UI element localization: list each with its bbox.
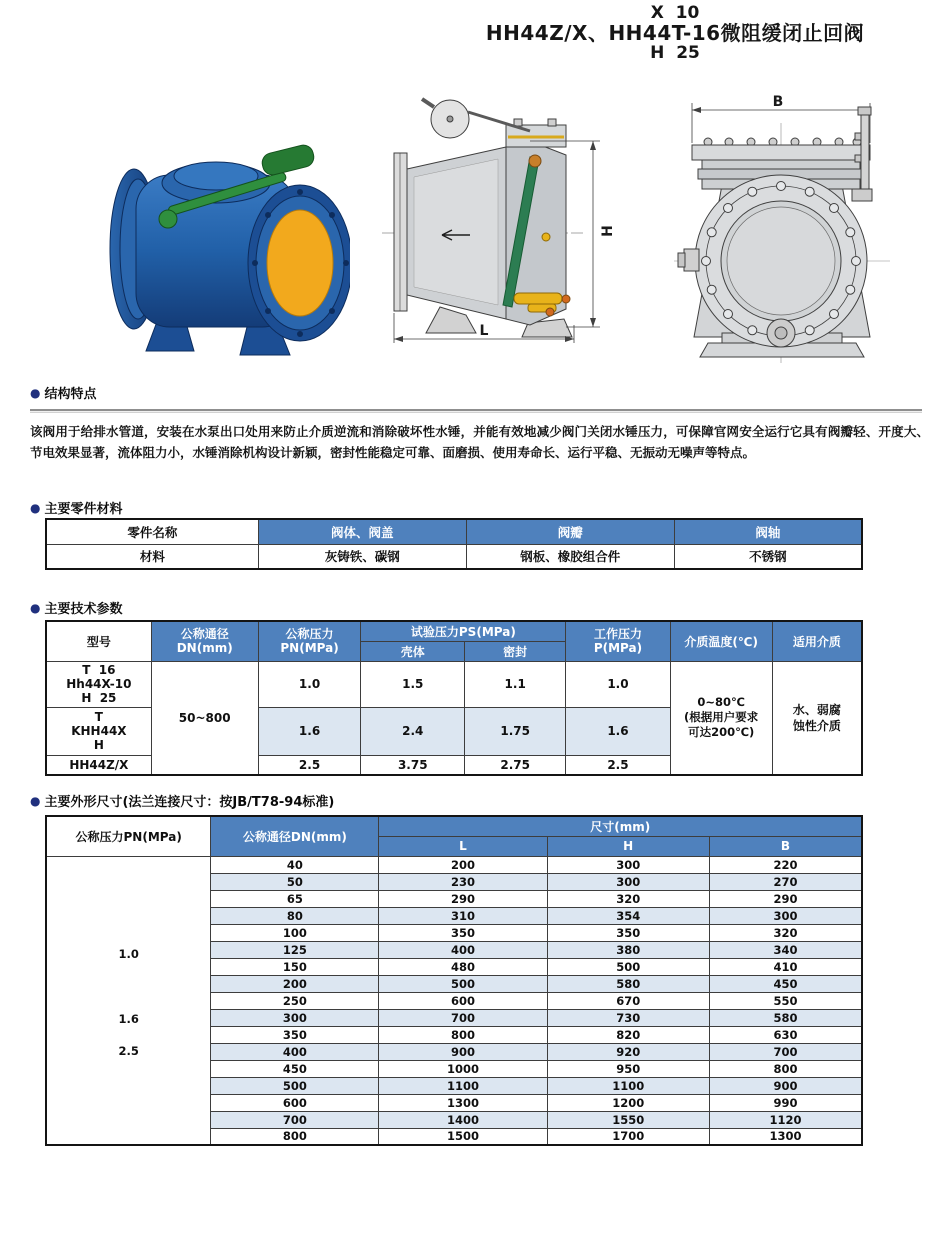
model-line: T: [94, 710, 103, 724]
dims-cell: 354: [547, 907, 709, 924]
dims-cell: 250: [211, 992, 379, 1009]
dims-cell: 270: [709, 873, 862, 890]
section-rule: [30, 409, 922, 413]
tech-dn-range: 50~800: [151, 661, 258, 775]
dims-cell: 800: [211, 1128, 379, 1145]
dims-cell: 100: [211, 924, 379, 941]
dims-header-size: 尺寸(mm): [379, 816, 862, 836]
dims-cell: 1000: [379, 1060, 547, 1077]
tech-seal-1: 1.1: [465, 661, 566, 707]
dims-cell: 730: [547, 1009, 709, 1026]
dims-cell: 500: [211, 1077, 379, 1094]
dims-cell: 1120: [709, 1111, 862, 1128]
tech-header-temp: 介质温度(℃): [670, 621, 772, 661]
materials-cell-label: 材料: [46, 544, 258, 569]
dims-cell: 300: [547, 873, 709, 890]
dims-cell: 65: [211, 890, 379, 907]
dims-cell: 200: [211, 975, 379, 992]
tech-params-table: [45, 620, 863, 776]
dims-pn-label: 2.5: [118, 1043, 139, 1058]
dims-header-dn: 公称通径DN(mm): [211, 816, 379, 856]
tech-pn-2: 1.6: [258, 707, 361, 755]
materials-heading-label: 主要零件材料: [44, 502, 123, 517]
dim-label-h: H: [600, 225, 616, 237]
tech-header-shell: 壳体: [361, 641, 465, 661]
dims-cell: 220: [709, 856, 862, 873]
tech-header-seal: 密封: [465, 641, 566, 661]
dim-label-b: B: [772, 94, 784, 110]
dims-cell: 600: [379, 992, 547, 1009]
materials-cell-disc: 钢板、橡胶组合件: [466, 544, 674, 569]
dims-cell: 350: [547, 924, 709, 941]
dims-cell: 50: [211, 873, 379, 890]
dims-cell: 1100: [379, 1077, 547, 1094]
tech-header-test: 试验压力PS(MPa): [361, 621, 566, 641]
features-paragraph: 该阀用于给排水管道，安装在水泵出口处用来防止介质逆流和消除破坏性水锤，并能有效地减少阀门关闭水锤压力，可保障官网安全运行它具有阀瓣轻、开度大、节电效果显著，流体阻力小，水锤消除机构设计新颖，密封性能稳定可靠、面磨损、使用寿命长、运行平稳、无振动无噪声等特点。: [30, 424, 929, 460]
dims-cell: 350: [211, 1026, 379, 1043]
dims-cell: 1100: [547, 1077, 709, 1094]
dims-cell: 450: [211, 1060, 379, 1077]
dims-cell: 700: [379, 1009, 547, 1026]
tech-header-pn-line2: PN(MPa): [280, 641, 339, 656]
dims-cell: 230: [379, 873, 547, 890]
materials-cell-shaft: 不锈钢: [674, 544, 862, 569]
bullet-icon: ●: [30, 793, 41, 808]
title-main: HH44Z/X、HH44T-16微阻缓闭止回阀: [485, 21, 865, 45]
dims-cell: 80: [211, 907, 379, 924]
dims-cell: 950: [547, 1060, 709, 1077]
dims-pn-label: 1.6: [118, 1011, 139, 1026]
tech-heading-label: 主要技术参数: [44, 602, 123, 617]
dims-cell: 400: [379, 941, 547, 958]
dims-cell: 1400: [379, 1111, 547, 1128]
dims-cell: 450: [709, 975, 862, 992]
materials-header-part: 零件名称: [46, 519, 258, 544]
dims-cell: 800: [709, 1060, 862, 1077]
title-variant-bottom: H 25: [650, 43, 700, 63]
dims-cell: 1200: [547, 1094, 709, 1111]
valve-photo: [58, 97, 350, 359]
materials-heading: [30, 498, 123, 517]
tech-temp: [670, 661, 772, 775]
tech-header-media: 适用介质: [772, 621, 862, 661]
dims-cell: 350: [379, 924, 547, 941]
dims-cell: 40: [211, 856, 379, 873]
temp-line: 可达200℃): [688, 725, 755, 740]
tech-model-1: [46, 661, 151, 707]
dims-cell: 380: [547, 941, 709, 958]
dims-cell: 290: [379, 890, 547, 907]
tech-model-2: [46, 707, 151, 755]
dims-cell: 700: [211, 1111, 379, 1128]
dims-cell: 400: [211, 1043, 379, 1060]
dims-cell: 1500: [379, 1128, 547, 1145]
tech-header-work-line2: P(MPa): [593, 641, 643, 656]
materials-table: [45, 518, 863, 570]
media-line: 水、弱腐: [792, 702, 841, 717]
dims-cell: 320: [709, 924, 862, 941]
dims-cell: 670: [547, 992, 709, 1009]
tech-p-2: 1.6: [566, 707, 670, 755]
model-line: H: [93, 738, 104, 752]
tech-header-pn-line1: 公称压力: [285, 627, 334, 642]
dims-cell: 300: [547, 856, 709, 873]
bullet-icon: ●: [30, 600, 41, 615]
tech-header-work-line1: 工作压力: [593, 627, 642, 642]
dims-cell: 800: [379, 1026, 547, 1043]
dim-label-l: L: [479, 323, 489, 339]
materials-header-body-cover: 阀体、阀盖: [258, 519, 466, 544]
tech-pn-3: 2.5: [258, 755, 361, 775]
tech-seal-2: 1.75: [465, 707, 566, 755]
tech-heading: [30, 598, 123, 617]
media-line: 蚀性介质: [792, 718, 841, 733]
materials-header-disc: 阀瓣: [466, 519, 674, 544]
tech-media: [772, 661, 862, 775]
dims-cell: 820: [547, 1026, 709, 1043]
dims-heading: [30, 791, 334, 810]
tech-row-1: [46, 661, 862, 707]
front-view-drawing: [664, 93, 902, 365]
tech-shell-2: 2.4: [361, 707, 465, 755]
dims-cell: 900: [709, 1077, 862, 1094]
bullet-icon: ●: [30, 385, 41, 400]
tech-header-dn: [151, 621, 258, 661]
dims-cell: 580: [709, 1009, 862, 1026]
tech-p-3: 2.5: [566, 755, 670, 775]
dims-pn-label: 1.0: [118, 947, 139, 962]
dims-cell: 300: [709, 907, 862, 924]
dims-pn-labels: [47, 857, 210, 1145]
dims-cell: 1700: [547, 1128, 709, 1145]
materials-cell-body: 灰铸铁、碳钢: [258, 544, 466, 569]
dims-cell: 320: [547, 890, 709, 907]
temp-line: (根据用户要求: [684, 710, 759, 725]
model-line: H 25: [81, 691, 117, 705]
materials-row: [46, 544, 862, 569]
dims-header-b: B: [709, 836, 862, 856]
tech-seal-3: 2.75: [465, 755, 566, 775]
tech-shell-3: 3.75: [361, 755, 465, 775]
dims-pn-merged-cell: [46, 856, 211, 1145]
dims-cell: 1300: [709, 1128, 862, 1145]
materials-header-shaft: 阀轴: [674, 519, 862, 544]
tech-pn-1: 1.0: [258, 661, 361, 707]
dims-row: [46, 856, 862, 873]
tech-header-work: [566, 621, 670, 661]
dims-cell: 125: [211, 941, 379, 958]
dimensions-table: [45, 815, 863, 1146]
features-heading: [30, 383, 97, 402]
dims-cell: 580: [547, 975, 709, 992]
temp-line: 0~80℃: [697, 695, 745, 710]
dims-cell: 990: [709, 1094, 862, 1111]
dims-cell: 500: [547, 958, 709, 975]
model-line: KHH44X: [71, 724, 127, 738]
model-line: Hh44X-10: [66, 677, 132, 691]
side-section-drawing: [378, 97, 616, 345]
tech-shell-1: 1.5: [361, 661, 465, 707]
dims-cell: 900: [379, 1043, 547, 1060]
dims-cell: 290: [709, 890, 862, 907]
dims-header-l: L: [379, 836, 547, 856]
dims-header-pn: 公称压力PN(MPa): [46, 816, 211, 856]
tech-header-pn: [258, 621, 361, 661]
tech-p-1: 1.0: [566, 661, 670, 707]
figures-row: [0, 95, 951, 380]
dims-cell: 200: [379, 856, 547, 873]
tech-header-model: 型号: [46, 621, 151, 661]
tech-header-dn-line2: DN(mm): [176, 641, 233, 656]
tech-header-dn-line1: 公称通径: [180, 627, 229, 642]
dims-cell: 920: [547, 1043, 709, 1060]
dims-cell: 700: [709, 1043, 862, 1060]
dims-table-body: [46, 856, 862, 1145]
tech-model-3: HH44Z/X: [46, 755, 151, 775]
dims-cell: 480: [379, 958, 547, 975]
dims-header-h: H: [547, 836, 709, 856]
dims-cell: 300: [211, 1009, 379, 1026]
title-variant-top: X 10: [650, 3, 700, 23]
dims-cell: 150: [211, 958, 379, 975]
bullet-icon: ●: [30, 500, 41, 515]
dims-cell: 340: [709, 941, 862, 958]
dims-cell: 550: [709, 992, 862, 1009]
dims-heading-label: 主要外形尺寸(法兰连接尺寸：按JB/T78-94标准): [44, 795, 335, 810]
dims-cell: 310: [379, 907, 547, 924]
dims-cell: 1550: [547, 1111, 709, 1128]
page-title: [405, 4, 945, 62]
dims-cell: 410: [709, 958, 862, 975]
features-heading-label: 结构特点: [44, 387, 97, 402]
model-line: T 16: [82, 663, 116, 677]
dims-cell: 500: [379, 975, 547, 992]
dims-cell: 630: [709, 1026, 862, 1043]
dims-cell: 600: [211, 1094, 379, 1111]
dims-cell: 1300: [379, 1094, 547, 1111]
